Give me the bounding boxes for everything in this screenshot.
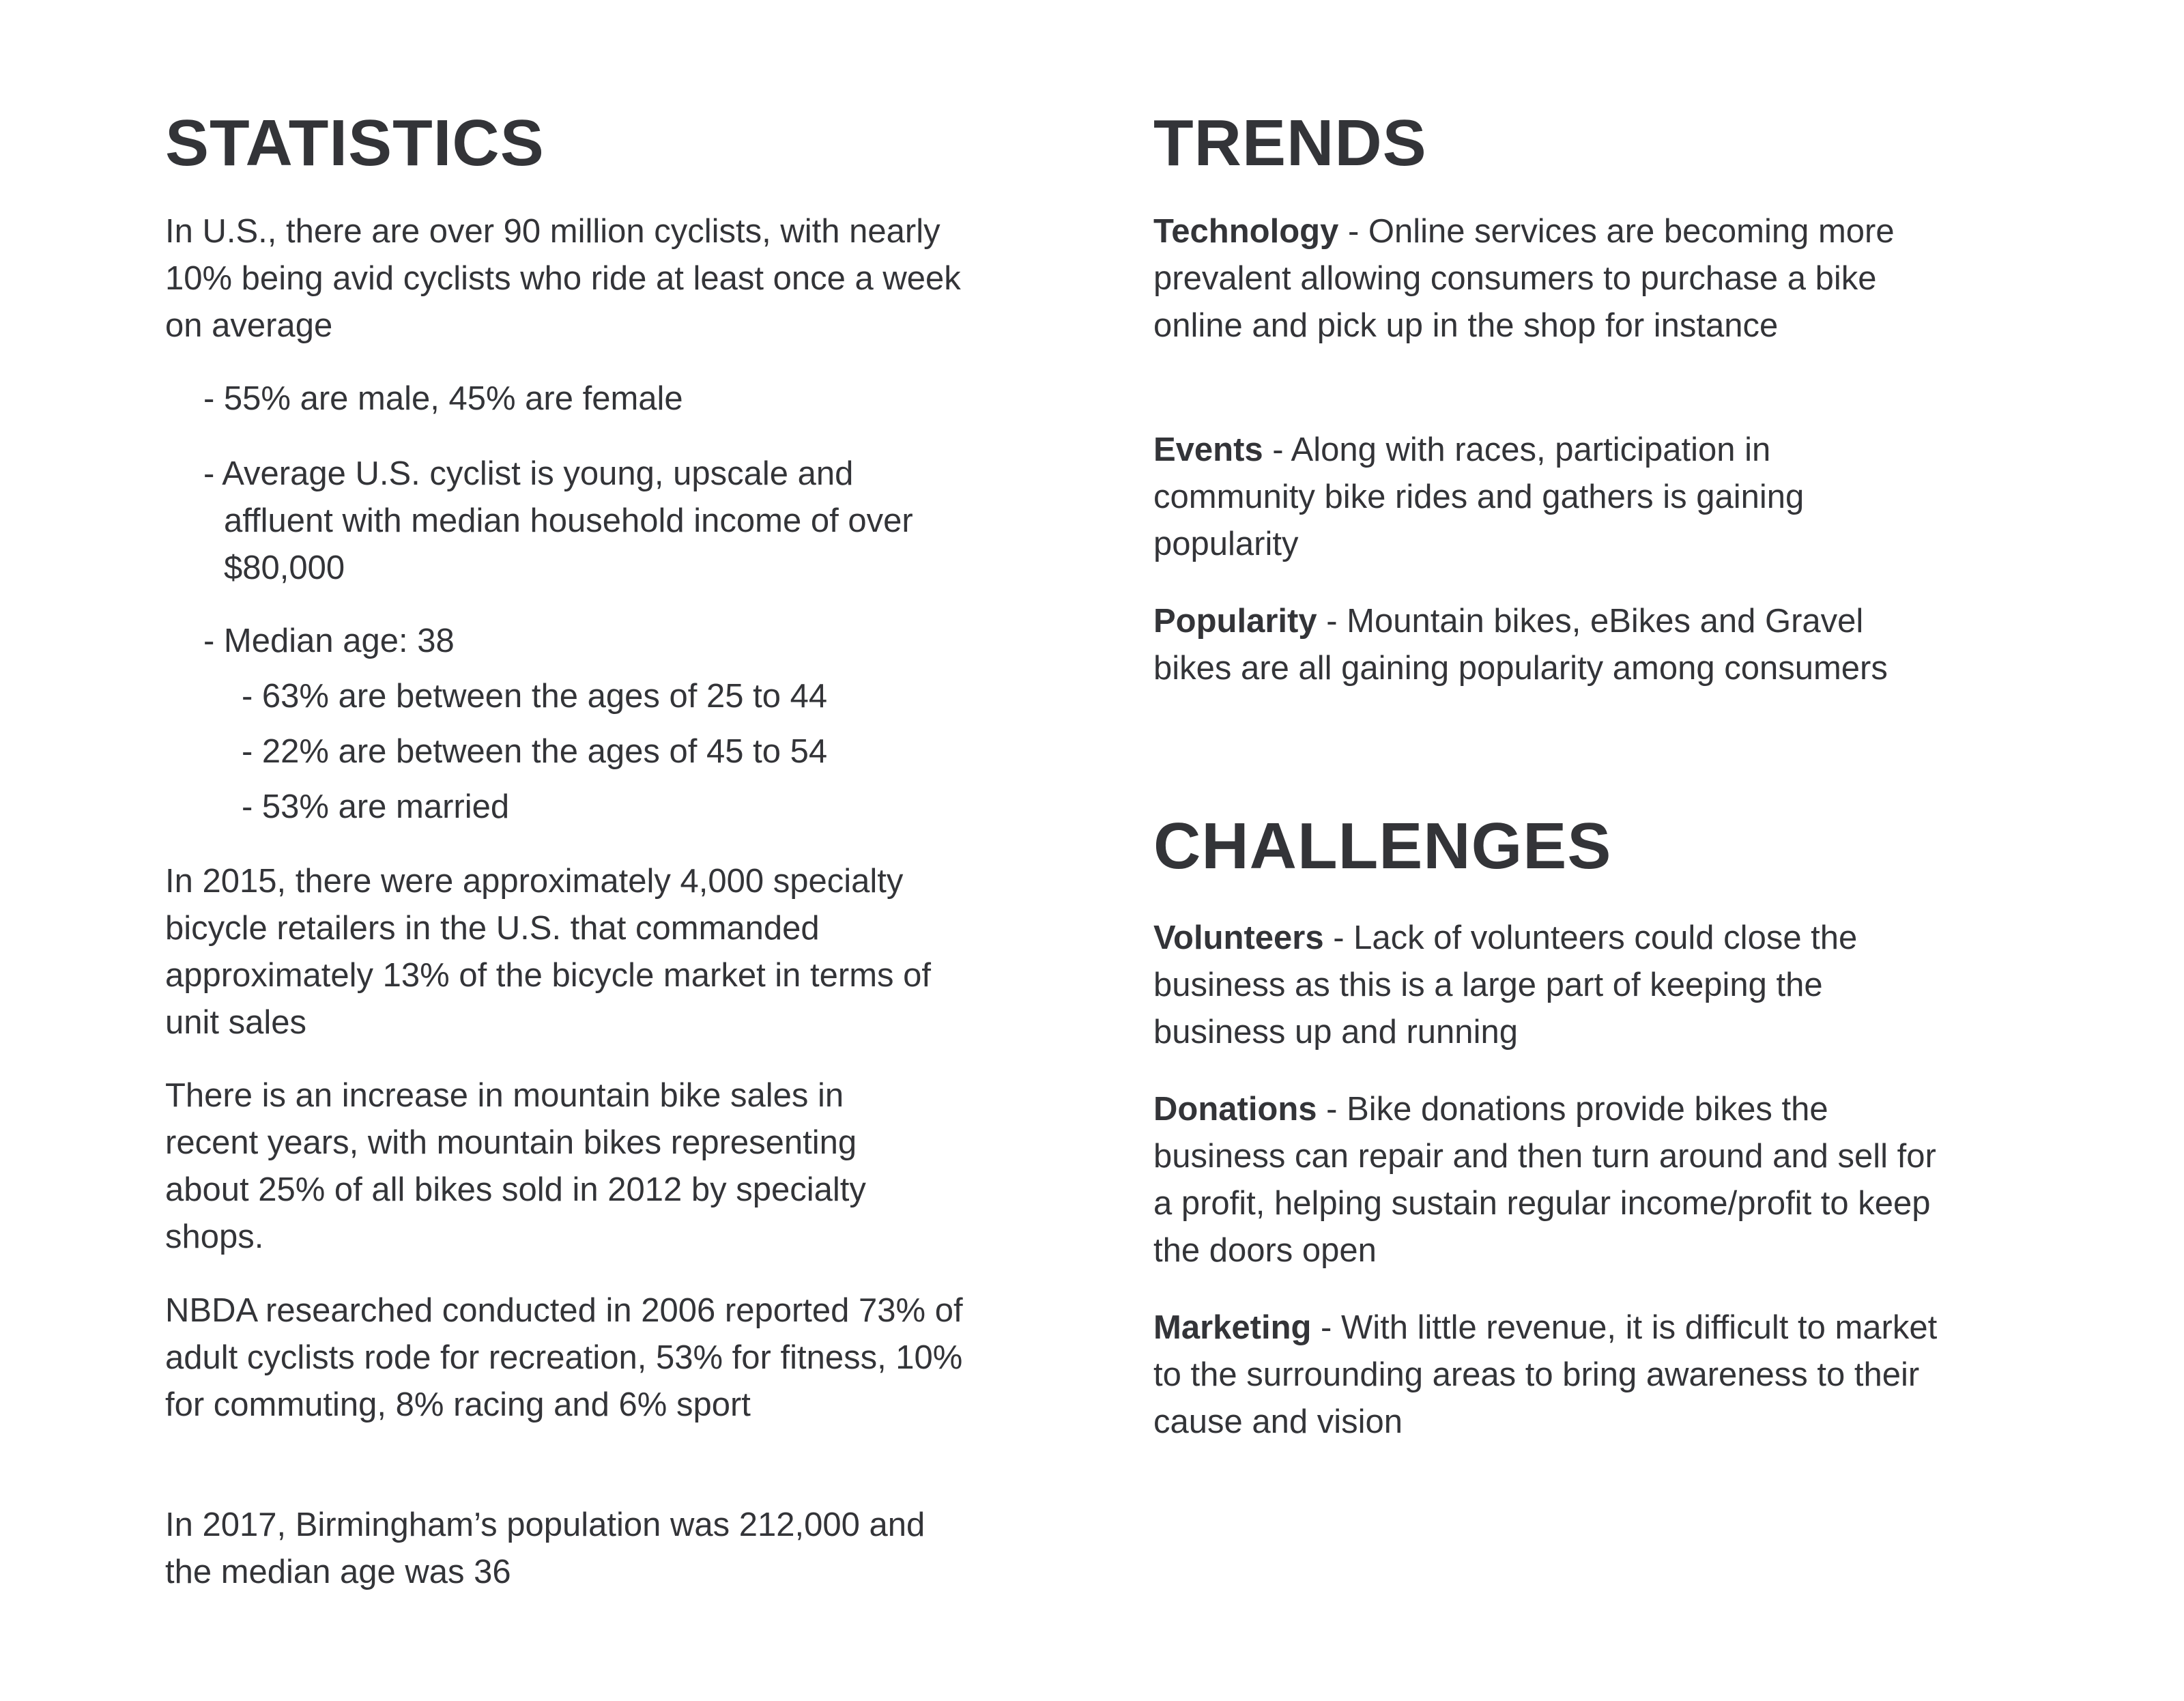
sub-bullet-age-25-44-text: - 63% are between the ages of 25 to 44 [242,678,828,715]
trend-popularity-term: Popularity [1153,603,1317,640]
trend-events-term: Events [1153,431,1263,468]
challenges-heading: CHALLENGES [1153,810,1612,883]
challenge-marketing-term: Marketing [1153,1309,1312,1346]
bullet-median-age [203,618,954,665]
trend-technology [1153,208,1938,349]
statistics-heading: STATISTICS [165,106,545,180]
trend-popularity-text: - Mountain bikes, eBikes and Gravel bikes are all gaining popularity among consumers [1153,603,1888,687]
paragraph-nbda: NBDA researched conducted in 2006 reported 73% of adult cyclists rode for recreation, 53% for fitness, 10% for commuting, 8% racing and 6% sport [165,1292,963,1423]
bullet-income-text: - Average U.S. cyclist is young, upscale and affluent with median household income of over $80,000 [203,455,913,586]
bullet-gender-text: - 55% are male, 45% are female [203,380,683,417]
sub-bullet-married [242,784,965,831]
trend-events [1153,427,1938,568]
challenge-volunteers-text: - Lack of volunteers could close the business as this is a large part of keeping the business up and running [1153,919,1858,1050]
paragraph-birmingham: In 2017, Birmingham’s population was 212,000 and the median age was 36 [165,1506,925,1590]
trends-heading: TRENDS [1153,106,1427,180]
challenge-marketing-text: - With little revenue, it is difficult to market to the surrounding areas to bring awareness to their cause and vision [1153,1309,1938,1440]
bullet-median-age-text: - Median age: 38 [203,623,455,659]
paragraph-mountain-bikes: There is an increase in mountain bike sales in recent years, with mountain bikes representing about 25% of all bikes sold in 2012 by specialty shops. [165,1077,866,1255]
sub-bullet-age-45-54 [242,728,965,775]
trend-technology-term: Technology [1153,213,1339,250]
trend-popularity [1153,598,1938,692]
trend-events-text: - Along with races, participation in community bike rides and gathers is gaining popularity [1153,431,1805,562]
sub-bullet-age-45-54-text: - 22% are between the ages of 45 to 54 [242,733,828,770]
bullet-gender [203,375,968,423]
trend-technology-text: - Online services are becoming more prevalent allowing consumers to purchase a bike online and pick up in the shop for instance [1153,213,1895,344]
challenge-volunteers [1153,915,1945,1056]
paragraph-retailers: In 2015, there were approximately 4,000 specialty bicycle retailers in the U.S. that commanded approximately 13% of the bicycle market in terms of unit sales [165,863,932,1041]
challenge-marketing [1153,1304,1945,1446]
challenge-donations [1153,1086,1945,1274]
challenge-donations-term: Donations [1153,1091,1317,1128]
sub-bullet-married-text: - 53% are married [242,788,510,825]
bullet-income [203,451,954,592]
sub-bullet-age-25-44 [242,673,965,720]
statistics-intro: In U.S., there are over 90 million cyclists, with nearly 10% being avid cyclists who ride at least once a week on average [165,213,961,344]
challenge-volunteers-term: Volunteers [1153,919,1324,956]
challenge-donations-text: - Bike donations provide bikes the business can repair and then turn around and sell for a profit, helping sustain regular income/profit to keep the doors open [1153,1091,1936,1269]
